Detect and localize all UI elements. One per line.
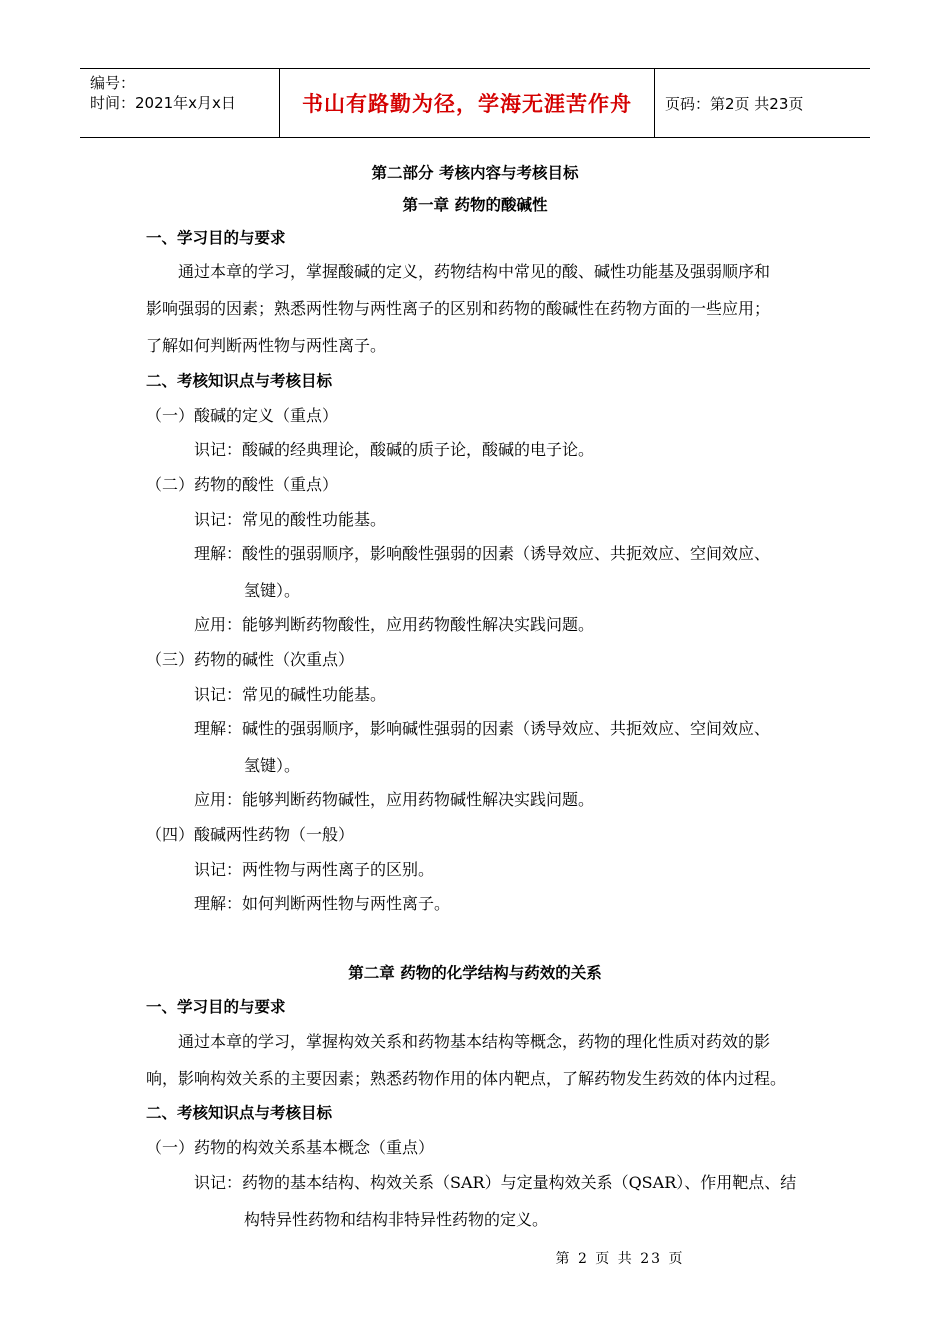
objective-line: 理解：如何判断两性物与两性离子。 xyxy=(194,894,451,913)
objective-line-continued: 氢键）。 xyxy=(244,581,301,600)
page-header xyxy=(80,68,870,138)
knowledge-point-heading: （四）酸碱两性药物（一般） xyxy=(146,825,355,844)
knowledge-point-heading: （一）酸碱的定义（重点） xyxy=(146,406,339,425)
objective-line: 理解：碱性的强弱顺序，影响碱性强弱的因素（诱导效应、共扼效应、空间效应、 xyxy=(194,719,771,738)
ch2-paragraph-line: 响，影响构效关系的主要因素；熟悉药物作用的体内靶点，了解药物发生药效的体内过程。 xyxy=(146,1069,787,1088)
ch2-section-1-heading: 一、学习目的与要求 xyxy=(146,998,286,1016)
chapter-1-title: 第一章 药物的酸碱性 xyxy=(402,196,548,214)
code-label: 编号： xyxy=(90,74,136,92)
knowledge-point-heading: （二）药物的酸性（重点） xyxy=(146,475,339,494)
knowledge-point-heading: （一）药物的构效关系基本概念（重点） xyxy=(146,1138,435,1157)
part-title: 第二部分 考核内容与考核目标 xyxy=(371,164,579,182)
chapter-2-title: 第二章 药物的化学结构与药效的关系 xyxy=(348,964,602,982)
ch1-paragraph-line: 了解如何判断两性物与两性离子。 xyxy=(146,336,387,355)
objective-line: 理解：酸性的强弱顺序，影响酸性强弱的因素（诱导效应、共扼效应、空间效应、 xyxy=(194,544,771,563)
ch1-section-2-heading: 二、考核知识点与考核目标 xyxy=(146,372,333,390)
page-number-header: 页码：第2页 共23页 xyxy=(665,94,804,113)
knowledge-point-heading: （三）药物的碱性（次重点） xyxy=(146,650,355,669)
objective-line-continued: 构特异性药物和结构非特异性药物的定义。 xyxy=(244,1210,549,1229)
objective-line: 识记：常见的碱性功能基。 xyxy=(194,685,387,704)
objective-line: 应用：能够判断药物酸性，应用药物酸性解决实践问题。 xyxy=(194,615,595,634)
time-text: 时间：2021年x月x日 xyxy=(90,94,236,112)
objective-line: 识记：酸碱的经典理论，酸碱的质子论，酸碱的电子论。 xyxy=(194,440,595,459)
objective-line-continued: 氢键）。 xyxy=(244,756,301,775)
page-footer: 第 2 页 共 23 页 xyxy=(555,1251,685,1267)
objective-line: 识记：药物的基本结构、构效关系（SAR）与定量构效关系（QSAR）、作用靶点、结 xyxy=(194,1173,797,1192)
ch2-paragraph-line: 通过本章的学习，掌握构效关系和药物基本结构等概念，药物的理化性质对药效的影 xyxy=(178,1032,771,1051)
ch2-section-2-heading: 二、考核知识点与考核目标 xyxy=(146,1104,333,1122)
objective-line: 应用：能够判断药物碱性，应用药物碱性解决实践问题。 xyxy=(194,790,595,809)
ch1-paragraph-line: 影响强弱的因素；熟悉两性物与两性离子的区别和药物的酸碱性在药物方面的一些应用； xyxy=(146,299,771,318)
ch1-section-1-heading: 一、学习目的与要求 xyxy=(146,229,286,247)
ch1-paragraph-line: 通过本章的学习，掌握酸碱的定义，药物结构中常见的酸、碱性功能基及强弱顺序和 xyxy=(178,262,771,281)
header-meta xyxy=(80,69,280,137)
objective-line: 识记：两性物与两性离子的区别。 xyxy=(194,860,435,879)
motto: 书山有路勤为径，学海无涯苦作舟 xyxy=(280,69,655,137)
objective-line: 识记：常见的酸性功能基。 xyxy=(194,510,387,529)
